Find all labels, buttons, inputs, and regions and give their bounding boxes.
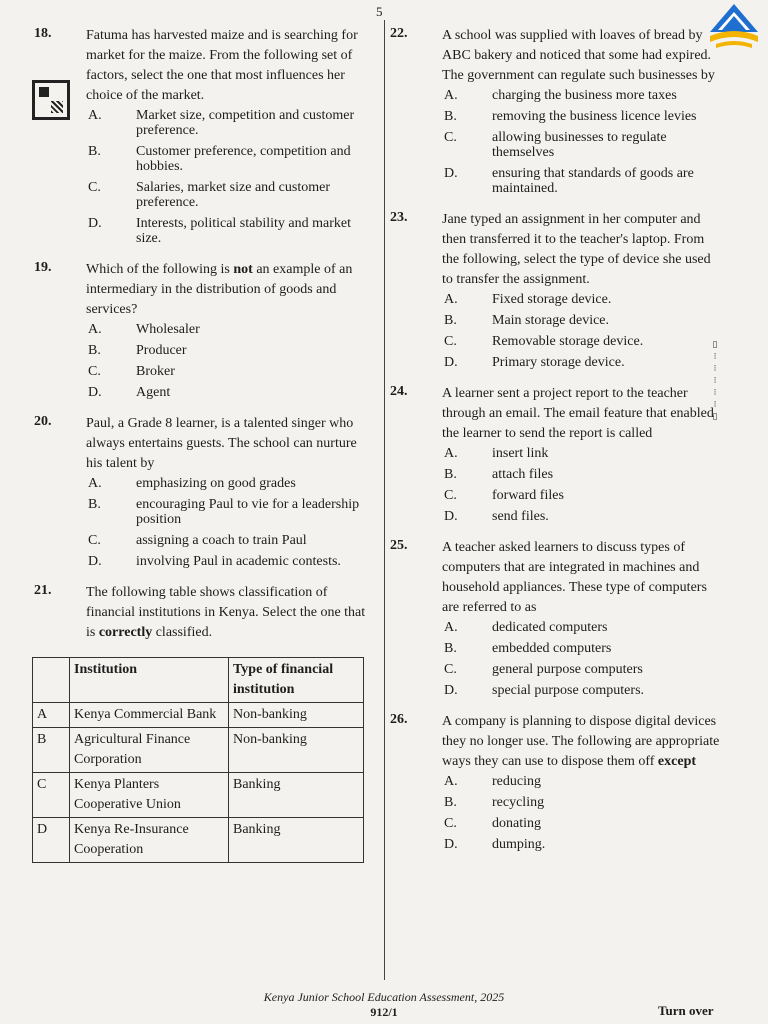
option-b[interactable] <box>442 313 720 328</box>
option-letter: A. <box>444 446 458 461</box>
option-d[interactable] <box>442 355 720 370</box>
option-text: Wholesaler <box>136 322 200 337</box>
table-header-row <box>33 658 364 703</box>
option-letter: B. <box>444 467 457 482</box>
question-22 <box>390 26 720 196</box>
option-a[interactable] <box>86 108 372 138</box>
option-letter: D. <box>444 166 458 181</box>
option-b[interactable] <box>86 343 372 358</box>
option-a[interactable] <box>442 620 720 635</box>
option-text: Salaries, market size and customer preference. <box>136 180 330 210</box>
option-c[interactable] <box>442 334 720 349</box>
option-a[interactable] <box>442 446 720 461</box>
option-letter: D. <box>88 216 102 231</box>
option-letter: C. <box>88 533 101 548</box>
option-letter: B. <box>444 641 457 656</box>
table-cell: A <box>33 703 70 728</box>
option-text: Fixed storage device. <box>492 292 612 307</box>
table-cell: Non-banking <box>229 703 364 728</box>
option-d[interactable] <box>442 509 720 524</box>
option-a[interactable] <box>86 322 372 337</box>
table-row[interactable] <box>33 728 364 773</box>
question-number: 19. <box>34 260 52 275</box>
turn-over-label: Turn over <box>658 1003 714 1018</box>
table-cell: Kenya Planters Cooperative Union <box>70 773 229 818</box>
option-text: forward files <box>492 488 564 503</box>
option-text: removing the business licence levies <box>492 109 697 124</box>
option-letter: D. <box>444 837 458 852</box>
stem-emphasis: not <box>233 262 253 277</box>
stem-part: Which of the following is <box>86 262 234 277</box>
option-letter: C. <box>444 130 457 145</box>
option-text: Removable storage device. <box>492 334 644 349</box>
option-text: send files. <box>492 509 549 524</box>
question-stem <box>86 583 372 643</box>
option-text: embedded computers <box>492 641 612 656</box>
option-c[interactable] <box>442 130 720 160</box>
option-a[interactable] <box>442 292 720 307</box>
option-b[interactable] <box>86 497 372 527</box>
financial-institutions-table <box>32 657 364 863</box>
option-b[interactable] <box>86 144 372 174</box>
question-stem: Fatuma has harvested maize and is searching for market for the maize. From the following set of factors, select the one that most influences her choice of the market. <box>86 28 358 103</box>
question-stem: A learner sent a project report to the teacher through an email. The email feature that enabled the learner to send the report is called <box>442 386 714 441</box>
option-text: recycling <box>492 795 545 810</box>
table-header: Type of financial institution <box>229 658 364 703</box>
option-letter: C. <box>88 364 101 379</box>
question-stem: A school was supplied with loaves of bread by ABC bakery and noticed that some had expired. The government can regulate such businesses by <box>442 28 715 83</box>
option-c[interactable] <box>442 662 720 677</box>
left-column <box>34 26 372 863</box>
option-text: reducing <box>492 774 541 789</box>
option-letter: A. <box>444 88 458 103</box>
option-b[interactable] <box>442 467 720 482</box>
option-text: ensuring that standards of goods are maintained. <box>492 166 694 196</box>
question-23 <box>390 210 720 370</box>
question-number: 24. <box>390 384 408 399</box>
right-column <box>390 26 720 866</box>
question-number: 25. <box>390 538 408 553</box>
option-text: allowing businesses to regulate themselves <box>492 130 667 160</box>
table-cell: Non-banking <box>229 728 364 773</box>
question-number: 18. <box>34 26 52 41</box>
option-a[interactable] <box>442 88 720 103</box>
option-text: donating <box>492 816 541 831</box>
option-text: dedicated computers <box>492 620 608 635</box>
option-c[interactable] <box>442 816 720 831</box>
option-letter: C. <box>88 180 101 195</box>
stem-part: classified. <box>152 625 213 640</box>
table-row[interactable] <box>33 773 364 818</box>
question-21 <box>34 583 372 643</box>
option-c[interactable] <box>86 533 372 548</box>
question-stem <box>86 260 372 320</box>
option-c[interactable] <box>86 180 372 210</box>
footer-paper-code: 912/1 <box>370 1005 398 1019</box>
option-letter: D. <box>444 509 458 524</box>
option-text: general purpose computers <box>492 662 643 677</box>
option-c[interactable] <box>442 488 720 503</box>
option-d[interactable] <box>442 683 720 698</box>
option-text: encouraging Paul to vie for a leadership position <box>136 497 360 527</box>
option-text: special purpose computers. <box>492 683 645 698</box>
stem-emphasis: correctly <box>98 625 153 640</box>
option-a[interactable] <box>86 476 372 491</box>
option-letter: A. <box>88 108 102 123</box>
column-divider <box>384 20 385 980</box>
option-c[interactable] <box>86 364 372 379</box>
option-letter: B. <box>444 795 457 810</box>
option-text: dumping. <box>492 837 546 852</box>
table-row[interactable] <box>33 703 364 728</box>
question-stem <box>442 712 720 772</box>
option-text: Main storage device. <box>492 313 610 328</box>
option-b[interactable] <box>442 109 720 124</box>
question-number: 26. <box>390 712 408 727</box>
option-text: involving Paul in academic contests. <box>136 554 341 569</box>
option-letter: B. <box>88 144 101 159</box>
option-text: assigning a coach to train Paul <box>136 533 307 548</box>
question-18 <box>34 26 372 246</box>
option-letter: C. <box>444 334 457 349</box>
option-letter: D. <box>88 385 102 400</box>
option-b[interactable] <box>442 795 720 810</box>
option-letter: B. <box>444 313 457 328</box>
option-letter: D. <box>444 355 458 370</box>
option-d[interactable] <box>86 385 372 400</box>
option-text: attach files <box>492 467 554 482</box>
option-d[interactable] <box>86 554 372 569</box>
option-d[interactable] <box>442 166 720 196</box>
option-text: charging the business more taxes <box>492 88 677 103</box>
table-cell: Agricultural Finance Corporation <box>70 728 229 773</box>
page-number: 5 <box>376 4 383 19</box>
option-letter: C. <box>444 488 457 503</box>
table-cell: Kenya Re-Insurance Cooperation <box>70 818 229 863</box>
question-stem: Jane typed an assignment in her computer and then transferred it to the teacher's laptop. From the following, select the type of device she used to transfer the assignment. <box>442 212 711 287</box>
option-letter: A. <box>444 774 458 789</box>
option-letter: A. <box>88 322 102 337</box>
footer-assessment-title: Kenya Junior School Education Assessment, 2025 <box>263 990 505 1004</box>
option-text: insert link <box>492 446 549 461</box>
option-d[interactable] <box>442 837 720 852</box>
question-number: 21. <box>34 583 52 598</box>
option-text: Market size, competition and customer preference. <box>136 108 355 138</box>
option-text: Interests, political stability and market size. <box>136 216 351 246</box>
question-20 <box>34 414 372 569</box>
option-letter: C. <box>444 662 457 677</box>
table-header: Institution <box>70 658 229 703</box>
question-26 <box>390 712 720 852</box>
option-text: Primary storage device. <box>492 355 625 370</box>
question-number: 20. <box>34 414 52 429</box>
question-25 <box>390 538 720 698</box>
stem-part: an example of an intermediary in the distribution of goods and services? <box>86 262 353 317</box>
option-letter: D. <box>88 554 102 569</box>
option-letter: A. <box>444 620 458 635</box>
table-cell: Banking <box>229 773 364 818</box>
stem-part: A company is planning to dispose digital devices they no longer use. The following are appropriate ways they can use to dispose them off <box>442 714 720 769</box>
option-text: Broker <box>136 364 175 379</box>
table-cell: Banking <box>229 818 364 863</box>
option-text: Agent <box>136 385 171 400</box>
option-text: emphasizing on good grades <box>136 476 296 491</box>
table-cell: C <box>33 773 70 818</box>
option-d[interactable] <box>86 216 372 246</box>
option-text: Producer <box>136 343 187 358</box>
option-letter: B. <box>444 109 457 124</box>
option-letter: C. <box>444 816 457 831</box>
table-cell: B <box>33 728 70 773</box>
option-text: Customer preference, competition and hobbies. <box>136 144 351 174</box>
question-19 <box>34 260 372 400</box>
question-stem: A teacher asked learners to discuss types of computers that are integrated in machines and household appliances. These type of computers are referred to as <box>442 540 707 615</box>
stem-part: The following table shows classification of financial institutions in Kenya. Select the one that is <box>86 585 366 640</box>
option-letter: B. <box>88 497 101 512</box>
table-cell: D <box>33 818 70 863</box>
side-watermark-icon: ▯ ⁝ ⁝ ⁝ ⁝ ⁝ ▯ <box>712 339 718 421</box>
table-row[interactable] <box>33 818 364 863</box>
question-number: 23. <box>390 210 408 225</box>
option-letter: A. <box>444 292 458 307</box>
option-letter: A. <box>88 476 102 491</box>
question-stem: Paul, a Grade 8 learner, is a talented singer who always entertains guests. The school can nurture his talent by <box>86 416 357 471</box>
table-cell: Kenya Commercial Bank <box>70 703 229 728</box>
stem-emphasis: except <box>657 754 697 769</box>
question-number: 22. <box>390 26 408 41</box>
option-letter: B. <box>88 343 101 358</box>
table-header <box>33 658 70 703</box>
option-a[interactable] <box>442 774 720 789</box>
question-24 <box>390 384 720 524</box>
option-letter: D. <box>444 683 458 698</box>
option-b[interactable] <box>442 641 720 656</box>
